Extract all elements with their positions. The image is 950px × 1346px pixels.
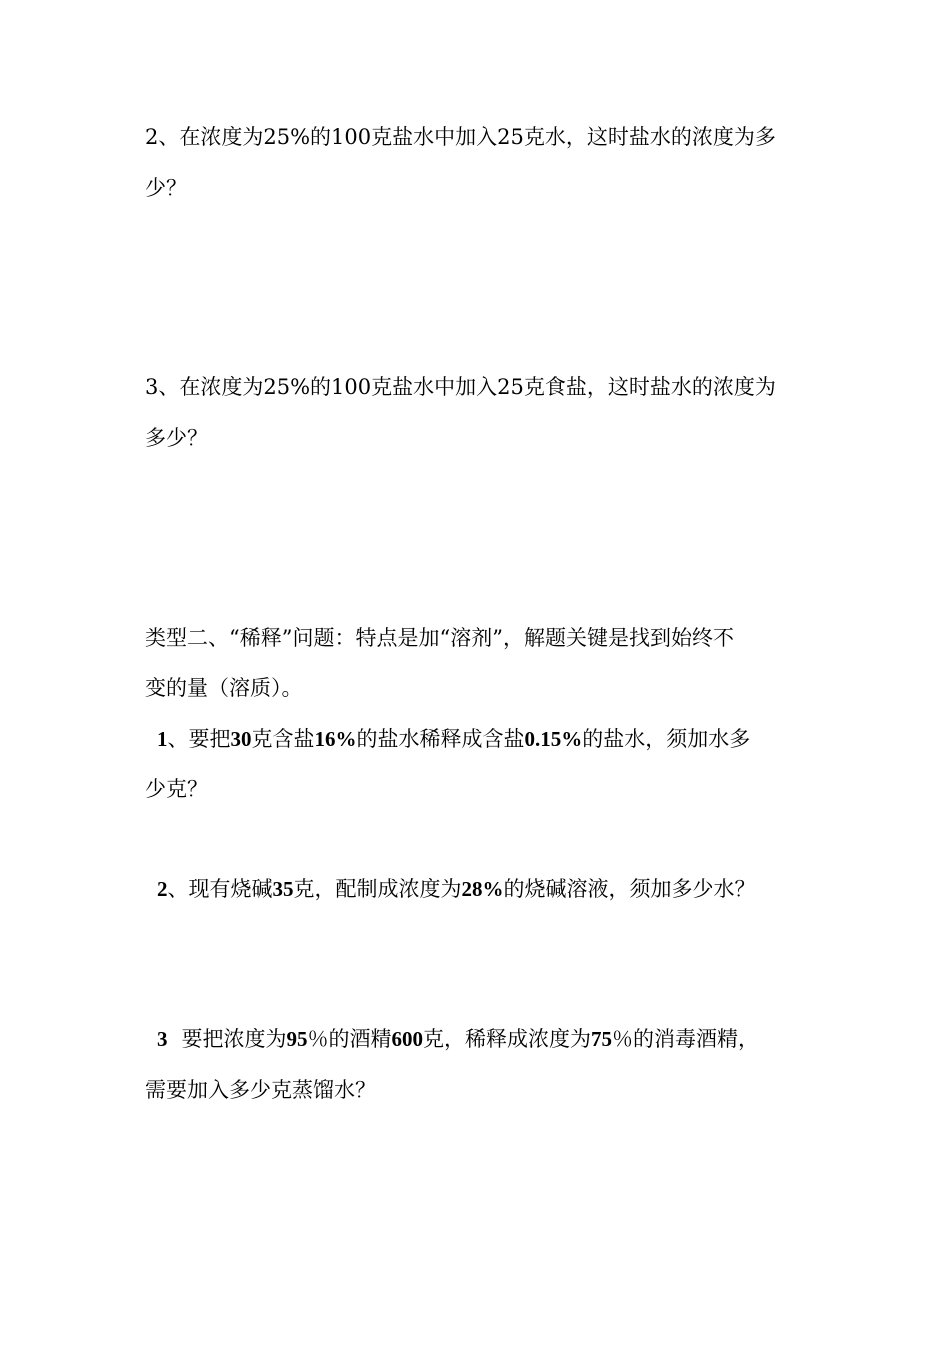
quantity: 28% [461, 877, 504, 901]
question-text: ％的酒精 [307, 1027, 392, 1051]
question-text: 克，配制成浓度为 [293, 877, 462, 901]
question-number: 1 [157, 727, 168, 751]
dilution-question-1-line-1 [157, 729, 750, 750]
dilution-question-3-line-1 [157, 1029, 759, 1050]
question-text: 、现有烧碱 [167, 877, 273, 901]
quantity: 35 [272, 877, 294, 901]
quantity: 30 [230, 727, 252, 751]
question-text: 的盐水，须加水多 [582, 727, 751, 751]
question-text: 克含盐 [251, 727, 315, 751]
question-text: 、要把 [167, 727, 231, 751]
question-2-line-1: 2、在浓度为25%的100克盐水中加入25克水，这时盐水的浓度为多 [145, 125, 776, 149]
quantity: 16% [314, 727, 357, 751]
question-text: ％的消毒酒精， [612, 1027, 759, 1051]
question-text: 要把浓度为 [181, 1027, 287, 1051]
dilution-question-1-line-2: 少克？ [145, 777, 208, 801]
section-heading-line-2: 变的量（溶质）。 [145, 676, 303, 700]
quantity: 75 [591, 1027, 612, 1051]
question-text: 克，稀释成浓度为 [423, 1027, 591, 1051]
dilution-question-3-line-2: 需要加入多少克蒸馏水？ [145, 1078, 376, 1102]
quantity: 600 [391, 1027, 423, 1051]
question-number: 3 [157, 1027, 168, 1051]
question-3-line-2: 多少？ [145, 426, 208, 450]
quantity: 0.15% [524, 727, 583, 751]
quantity: 95 [286, 1027, 308, 1051]
dilution-question-2-line-1 [157, 879, 756, 900]
question-3-line-1: 3、在浓度为25%的100克盐水中加入25克食盐，这时盐水的浓度为 [145, 375, 776, 399]
section-heading-line-1: 类型二、“稀释”问题：特点是加“溶剂”，解题关键是找到始终不 [145, 626, 734, 650]
question-text: 的盐水稀释成含盐 [356, 727, 525, 751]
question-number: 2 [157, 877, 168, 901]
question-2-line-2: 少？ [145, 176, 187, 200]
question-text: 的烧碱溶液，须加多少水？ [503, 877, 756, 901]
